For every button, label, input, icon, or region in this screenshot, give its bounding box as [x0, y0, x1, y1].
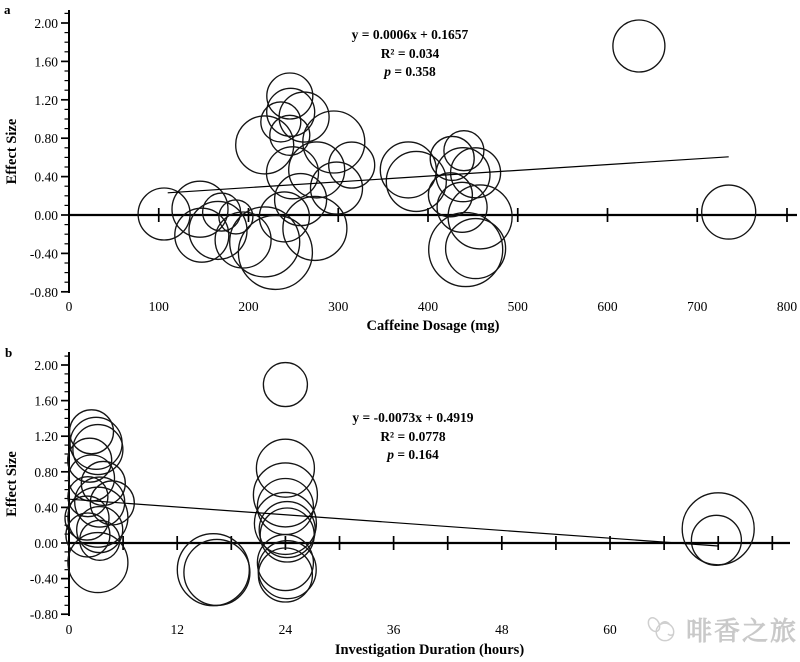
x-tick-label: 0	[65, 299, 73, 314]
panel-letter: a	[4, 2, 11, 17]
x-tick-label: 24	[278, 622, 293, 637]
bubble	[236, 116, 294, 174]
bubble	[177, 534, 249, 606]
panel-letter: b	[5, 345, 13, 360]
bubble	[258, 548, 312, 602]
x-axis-title: Caffeine Dosage (mg)	[366, 318, 500, 334]
annotation	[352, 27, 469, 79]
y-tick-label: 0.80	[34, 464, 58, 480]
y-axis-title: Effect Size	[4, 118, 20, 185]
bubble	[289, 142, 345, 198]
bubble	[257, 479, 313, 535]
bubble	[691, 515, 741, 565]
bubble	[283, 196, 347, 260]
annotation-line: y = 0.0006x + 0.1657	[351, 27, 469, 42]
bubble	[448, 185, 512, 249]
x-tick-label: 12	[170, 622, 184, 637]
y-tick-label: 1.20	[34, 429, 58, 445]
x-tick-label: 36	[386, 622, 401, 637]
annotation-line: p = 0.358	[384, 64, 436, 79]
bubble	[73, 425, 123, 475]
x-axis-title: Investigation Duration (hours)	[334, 642, 525, 658]
watermark-text: 啡香之旅	[685, 616, 798, 646]
y-tick-label: -0.80	[29, 284, 58, 300]
y-axis-title: Effect Size	[4, 451, 20, 517]
bubbles	[138, 20, 756, 289]
x-tick-label: 48	[495, 622, 509, 637]
annotation-line: R² = 0.034	[380, 46, 440, 61]
x-tick-label: 60	[603, 622, 617, 637]
x-tick-label: 800	[776, 299, 798, 314]
bubble	[428, 173, 472, 217]
panel-a	[4, 2, 797, 334]
y-tick-label: 0.80	[34, 131, 58, 147]
panel-b	[4, 345, 790, 658]
annotation	[352, 410, 473, 462]
y-tick-label: 1.60	[34, 393, 58, 409]
y-tick-label: 0.00	[34, 536, 58, 551]
x-tick-label: 100	[148, 299, 169, 314]
x-tick-label: 500	[507, 299, 528, 314]
bubble	[263, 363, 307, 407]
y-tick-label: 2.00	[34, 16, 58, 31]
y-tick-label: 1.20	[34, 92, 58, 108]
bubbles	[65, 363, 754, 606]
bubble	[215, 212, 271, 268]
y-tick-label: 0.40	[34, 169, 58, 185]
y-tick-label: 0.40	[34, 500, 58, 516]
y-tick-label: -0.40	[29, 571, 58, 587]
annotation-line: R² = 0.0778	[380, 429, 446, 444]
bubble	[682, 493, 754, 565]
y-tick-label: -0.40	[29, 246, 58, 262]
annotation-line: y = -0.0073x + 0.4919	[352, 410, 474, 425]
tick-labels	[30, 358, 617, 637]
x-tick-label: 200	[238, 299, 259, 314]
y-tick-label: 1.60	[34, 54, 58, 70]
bubble	[256, 439, 314, 497]
x-tick-label: 300	[328, 299, 349, 314]
x-tick-label: 0	[65, 622, 73, 637]
bubble	[238, 215, 312, 289]
y-tick-label: 0.00	[34, 208, 58, 223]
x-tick-label: 400	[417, 299, 439, 314]
y-tick-label: -0.80	[29, 607, 58, 623]
annotation-line: p = 0.164	[387, 447, 439, 462]
bubble	[702, 185, 756, 239]
bubble	[68, 533, 128, 593]
bubble	[613, 20, 665, 72]
x-tick-label: 700	[687, 299, 708, 314]
axes	[61, 352, 790, 616]
bubble	[184, 539, 250, 605]
x-tick-label: 600	[597, 299, 618, 314]
y-tick-label: 2.00	[34, 358, 58, 373]
